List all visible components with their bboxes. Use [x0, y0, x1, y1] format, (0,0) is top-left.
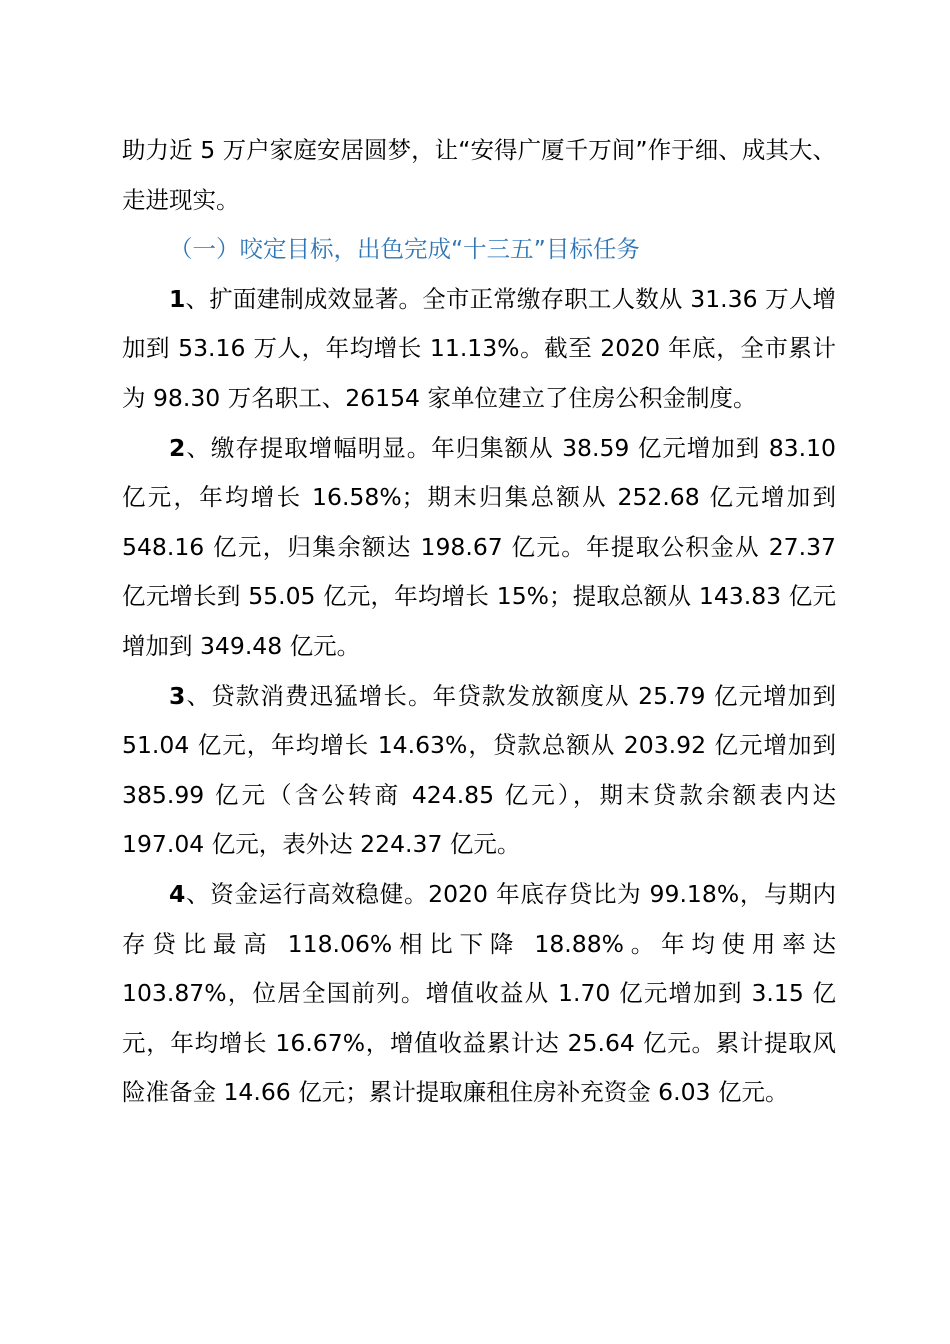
paragraph-text: 、缴存提取增幅明显。年归集额从 38.59 亿元增加到 83.10 亿元，年均增长 16.58%；期末归集总额从 252.68 亿元增加到 548.16 亿元，归集余额达 198.67 亿元。年提取公积金从 27.37 亿元增长到 55.05 亿元，年均增长 15%；提取总额从 143.83 亿元增加到 349.48 亿元。: [122, 433, 836, 660]
paragraph-number: 2: [169, 433, 186, 462]
section-heading: （一）咬定目标，出色完成“十三五”目标任务: [169, 235, 640, 264]
document-body: [122, 126, 836, 1118]
paragraph-text: 、资金运行高效稳健。2020 年底存贷比为 99.18%，与期内存贷比最高 118.06%相比下降 18.88%。年均使用率达 103.87%，位居全国前列。增值收益从 1.70 亿元增加到 3.15 亿元，年均增长 16.67%，增值收益累计达 25.64 亿元。累计提取风险准备金 14.66 亿元；累计提取廉租住房补充资金 6.03 亿元。: [122, 879, 836, 1107]
paragraph-3: [122, 672, 836, 870]
continuation-paragraph: 助力近 5 万户家庭安居圆梦，让“安得广厦千万间”作于细、成其大、走进现实。: [122, 136, 836, 214]
paragraph-2: [122, 424, 836, 672]
paragraph-text: 、贷款消费迅猛增长。年贷款发放额度从 25.79 亿元增加到 51.04 亿元，年均增长 14.63%，贷款总额从 203.92 亿元增加到 385.99 亿元（含公转商 424.85 亿元），期末贷款余额表内达 197.04 亿元，表外达 224.37 亿元。: [122, 681, 836, 859]
paragraph-1: [122, 275, 836, 424]
paragraph-number: 1: [169, 284, 186, 313]
paragraph-number: 3: [169, 681, 186, 710]
paragraph-4: [122, 870, 836, 1118]
paragraph-number: 4: [169, 879, 186, 908]
paragraph-text: 、扩面建制成效显著。全市正常缴存职工人数从 31.36 万人增加到 53.16 万人，年均增长 11.13%。截至 2020 年底，全市累计为 98.30 万名职工、26154 家单位建立了住房公积金制度。: [122, 284, 836, 412]
